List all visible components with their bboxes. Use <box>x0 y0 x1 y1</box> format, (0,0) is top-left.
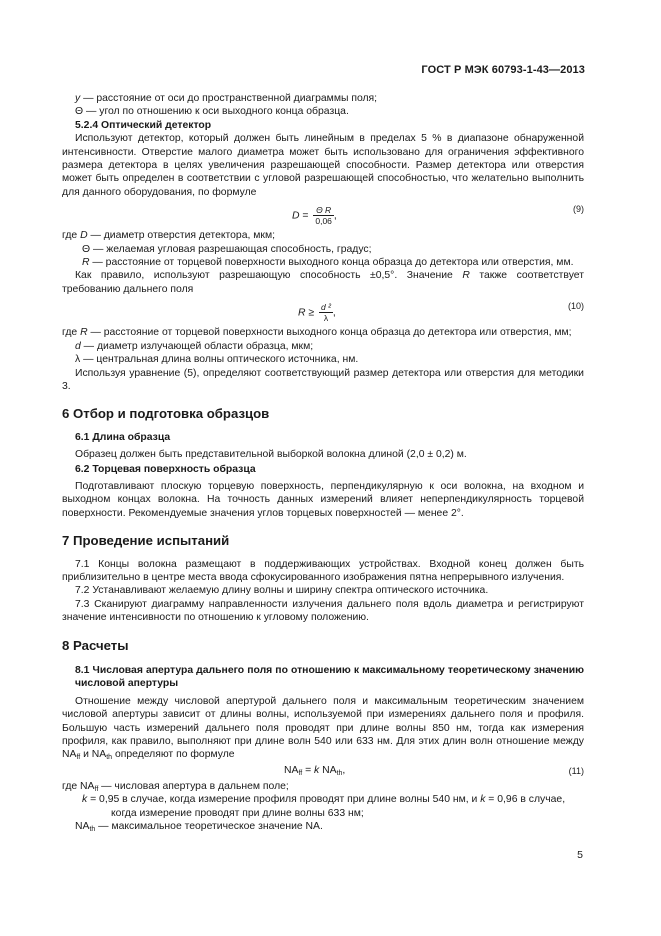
where-10-d <box>62 340 584 353</box>
theta-definition: Θ — угол по отношению к оси выходного конца образца. <box>75 106 349 118</box>
resolution-r-symbol: R <box>462 270 470 282</box>
where-10-lambda: λ — центральная длина волны оптического источника, нм. <box>75 354 359 366</box>
where-11-k-symbol-2: k <box>480 794 486 806</box>
where-10-d-text: — диаметр излучающей области образца, мкм; <box>80 340 314 352</box>
where-10-r-symbol: R <box>80 327 88 339</box>
formula-11-comma: , <box>342 764 346 776</box>
formula-9-expression <box>292 205 337 226</box>
formula-10-number: (10) <box>567 301 584 312</box>
formula-10-fraction <box>319 302 333 323</box>
formula-9 <box>62 199 584 229</box>
formula-10-geq: ≥ <box>305 307 317 319</box>
where-11-nath-prefix: NA <box>75 821 90 833</box>
section-6-1-text: Образец должен быть представительной выборкой волокна длиной (2,0 ± 0,2) м. <box>75 449 467 461</box>
section-7-1: 7.1 Концы волокна размещают в поддерживающих устройствах. Входной конец должен быть приблизительно в центре места ввода сфокусированного изображения пятна непрерывного излучения. <box>62 558 584 583</box>
where-11-ff-sub: ff <box>94 785 99 793</box>
section-8-1-paragraph <box>62 695 584 762</box>
where-9-r <box>62 256 584 269</box>
where-10-r-text: — расстояние от торцевой поверхности выходного конца образца до детектора или отверстия, мм; <box>87 327 572 339</box>
where-10-d-symbol: d <box>75 340 81 352</box>
where-11-th-sub: th <box>89 826 96 834</box>
section-5-2-4-paragraph: Используют детектор, который должен быть линейным в пределах 5 % в диапазоне обнаруженной интенсивности. Отверстие малого диаметра может быть использовано для ограничения эффективного размера детектора в целях увеличения разрешающей способности. Размер детектора или отверстия может быть определен в соответствии с угловой разрешающей способностью, что желательно выполнить для данного оборудования, по формуле <box>62 133 584 198</box>
where-11-nath <box>62 820 584 833</box>
formula-11-ff-sub: ff <box>298 769 303 777</box>
formula-9-denominator: 0,06 <box>315 216 332 227</box>
formula-11-th-sub: th <box>336 769 343 777</box>
where-9-d-text: — диаметр отверстия детектора, мкм; <box>87 230 275 242</box>
section-8-title: 8 Расчеты <box>62 637 129 653</box>
where-11-naff-text: — числовая апертура в дальнем поле; <box>98 780 289 792</box>
formula-9-numerator: Θ R <box>313 205 334 216</box>
section-7-title: 7 Проведение испытаний <box>62 533 230 549</box>
formula-10-denominator: λ <box>323 313 329 324</box>
where-9-d-symbol: D <box>80 230 88 242</box>
section-6-title: 6 Отбор и подготовка образцов <box>62 406 270 422</box>
formula-11-na2: NA <box>319 764 337 776</box>
section-8-1-ff-sub: ff <box>76 754 81 762</box>
y-definition-text: — расстояние от оси до пространственной диаграммы поля; <box>80 93 378 104</box>
where-10-r <box>62 326 584 339</box>
formula-10 <box>62 296 584 326</box>
formula-11 <box>62 764 584 780</box>
formula-11-expression <box>284 764 345 777</box>
page-content <box>62 92 584 833</box>
where-11-k-text-a: = 0,95 в случае, когда измерение профиля проводят при длине волны 540 нм, и <box>87 794 481 806</box>
where-9-d <box>62 229 584 242</box>
section-7-2: 7.2 Устанавливают желаемую длину волны и ширину спектра оптического источника. <box>75 585 489 597</box>
formula-11-na: NA <box>284 764 299 776</box>
resolution-paragraph <box>62 269 584 296</box>
document-header: ГОСТ Р МЭК 60793-1-43—2013 <box>421 64 585 76</box>
formula-9-equals: = <box>299 210 312 222</box>
section-8-1-text-a: Отношение между числовой апертурой дальнего поля и максимальным теоретическим значением числовой апертуры зависит от длины волны, используемой при измерениях дальнего поля и профиля. Большую часть измерений дальнего поля проводят при длине волны 850 нм, тогда как измерения профиля, как правило, выполняют при длине волн 540 или 633 нм. Для этих длин волн отношение между NA <box>62 695 584 761</box>
y-definition <box>62 92 584 105</box>
where-10-prefix: где <box>62 327 81 339</box>
formula-9-lhs: D <box>292 210 300 222</box>
y-symbol: y <box>75 93 81 104</box>
resolution-text-b: также соответствует требованию дальнего поля <box>62 270 584 295</box>
section-8-1-text-c: определяют по формуле <box>112 749 235 761</box>
section-6-1-title: 6.1 Длина образца <box>75 431 171 443</box>
formula-10-comma: , <box>332 307 336 319</box>
where-9-r-symbol: R <box>82 257 90 269</box>
formula-10-lhs: R <box>298 307 306 319</box>
section-8-1-title: 8.1 Числовая апертура дальнего поля по отношению к максимальному теоретическому значению числовой апертуры <box>75 665 584 690</box>
formula-10-expression <box>298 302 336 323</box>
where-11-k-continuation: когда измерение проводят при длине волны 633 нм; <box>111 807 364 819</box>
where-9-prefix: где <box>62 230 81 242</box>
section-7-3: 7.3 Сканируют диаграмму направленности излучения дальнего поля вдоль диаметра и регистрируют значение интенсивности по отношению к угловому положению. <box>62 598 584 624</box>
where-9-theta: Θ — желаемая угловая разрешающая способность, градус; <box>82 243 372 255</box>
where-11-naff <box>62 780 584 793</box>
formula-9-comma: , <box>333 210 337 222</box>
formula-9-number: (9) <box>573 204 584 215</box>
section-6-2-title: 6.2 Торцевая поверхность образца <box>75 463 256 475</box>
formula-11-k: k <box>314 764 320 776</box>
where-11-nath-text: — максимальное теоретическое значение NA. <box>95 821 323 833</box>
where-11-k-text-b: = 0,96 в случае, <box>485 794 566 806</box>
formula-10-numerator: d ² <box>321 302 331 313</box>
where-11-k <box>62 793 584 806</box>
where-11-k-symbol: k <box>82 794 88 806</box>
section-8-1-th-sub: th <box>106 754 113 762</box>
where-11-prefix: где NA <box>62 780 95 792</box>
formula-9-fraction <box>313 205 334 226</box>
formula-11-number: (11) <box>568 765 584 776</box>
section-8-1-text-b: и NA <box>80 749 107 761</box>
page-number: 5 <box>577 849 583 861</box>
resolution-text-a: Как правило, используют разрешающую способность ±0,5°. Значение <box>75 270 463 282</box>
where-9-r-text: — расстояние от торцевой поверхности выходного конца образца до детектора или отверстия, мм. <box>89 257 574 269</box>
section-6-2-text: Подготавливают плоскую торцевую поверхность, перпендикулярную к оси волокна, на входном и выходном концах волокна. На точность данных измерений влияет неперпендикулярность торцевой поверхности. Рекомендуемые значения углов торцевых поверхностей — менее 2°. <box>62 480 584 519</box>
formula-11-equals: = <box>302 764 315 776</box>
equation-5-paragraph: Используя уравнение (5), определяют соответствующий размер детектора или отверстия для методики 3. <box>62 367 584 392</box>
section-5-2-4-title: 5.2.4 Оптический детектор <box>75 119 212 131</box>
